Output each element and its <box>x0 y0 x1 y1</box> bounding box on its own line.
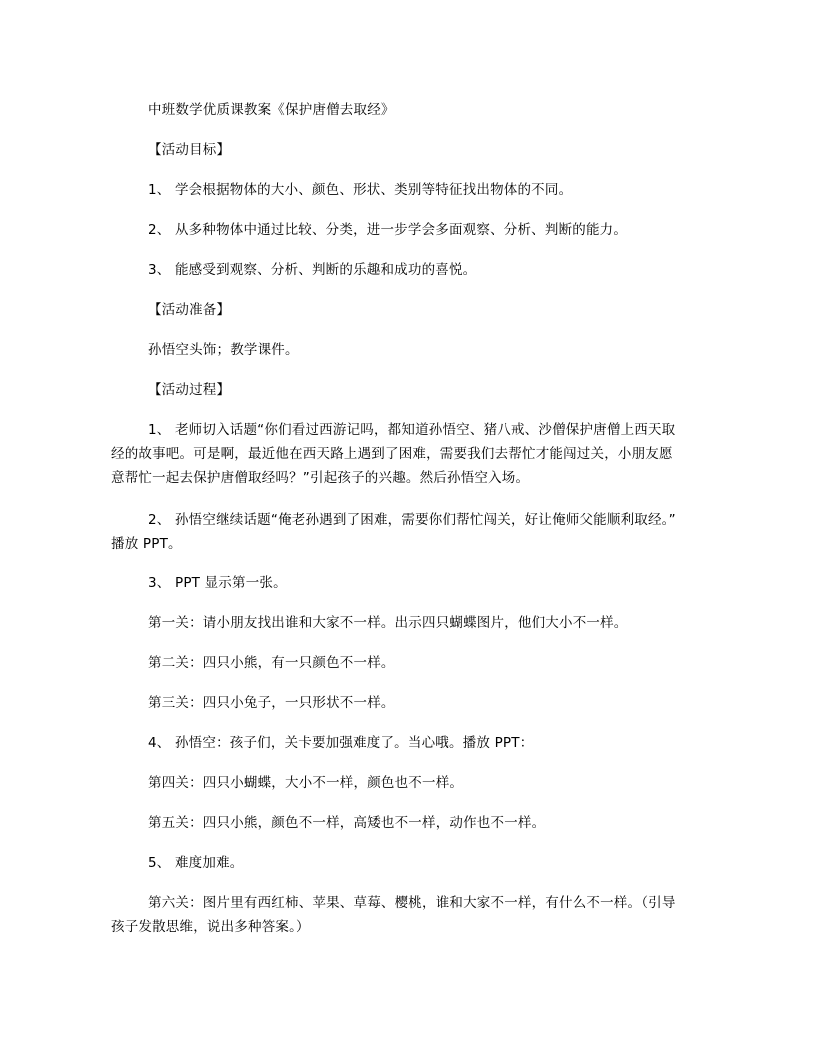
level-4-text: 第四关：四只小蝴蝶，大小不一样，颜色也不一样。 <box>148 775 464 791</box>
level-6-text-line-1: 第六关：图片里有西红柿、苹果、草莓、樱桃，谁和大家不一样，有什么不一样。（引导 <box>148 895 676 911</box>
heading-activity-goals: 【活动目标】 <box>148 142 231 158</box>
process-step-2-line-1: 2、 孙悟空继续话题“俺老孙遇到了困难，需要你们帮忙闯关，好让俺师父能顺利取经。” <box>148 512 676 528</box>
level-1-text: 第一关：请小朋友找出谁和大家不一样。出示四只蝴蝶图片，他们大小不一样。 <box>148 615 628 631</box>
preparation-text: 孙悟空头饰；教学课件。 <box>148 342 299 358</box>
process-step-1-line-1: 1、 老师切入话题“你们看过西游记吗，都知道孙悟空、猪八戒、沙僧保护唐僧上西天取 <box>148 422 676 438</box>
process-step-4: 4、 孙悟空：孩子们，关卡要加强难度了。当心哦。播放 PPT： <box>148 735 534 751</box>
goal-item-3: 3、 能感受到观察、分析、判断的乐趣和成功的喜悦。 <box>148 262 477 278</box>
heading-activity-preparation: 【活动准备】 <box>148 302 231 318</box>
level-5-text: 第五关：四只小熊，颜色不一样，高矮也不一样，动作也不一样。 <box>148 815 546 831</box>
heading-activity-process: 【活动过程】 <box>148 382 231 398</box>
document-title: 中班数学优质课教案《保护唐僧去取经》 <box>148 102 395 118</box>
process-step-1-line-2: 经的故事吧。可是啊，最近他在西天路上遇到了困难，需要我们去帮忙才能闯过关，小朋友愿 <box>111 446 673 462</box>
process-step-3: 3、 PPT 显示第一张。 <box>148 575 287 591</box>
level-6-text-line-2: 孩子发散思维，说出多种答案。） <box>111 919 310 935</box>
level-3-text: 第三关：四只小兔子，一只形状不一样。 <box>148 695 395 711</box>
process-step-1-line-3: 意帮忙一起去保护唐僧取经吗？”引起孩子的兴趣。然后孙悟空入场。 <box>111 470 530 486</box>
goal-item-1: 1、 学会根据物体的大小、颜色、形状、类别等特征找出物体的不同。 <box>148 182 573 198</box>
goal-item-2: 2、 从多种物体中通过比较、分类，进一步学会多面观察、分析、判断的能力。 <box>148 222 628 238</box>
process-step-2-line-2: 播放 PPT。 <box>111 536 182 552</box>
level-2-text: 第二关：四只小熊，有一只颜色不一样。 <box>148 655 395 671</box>
process-step-5: 5、 难度加难。 <box>148 855 244 871</box>
